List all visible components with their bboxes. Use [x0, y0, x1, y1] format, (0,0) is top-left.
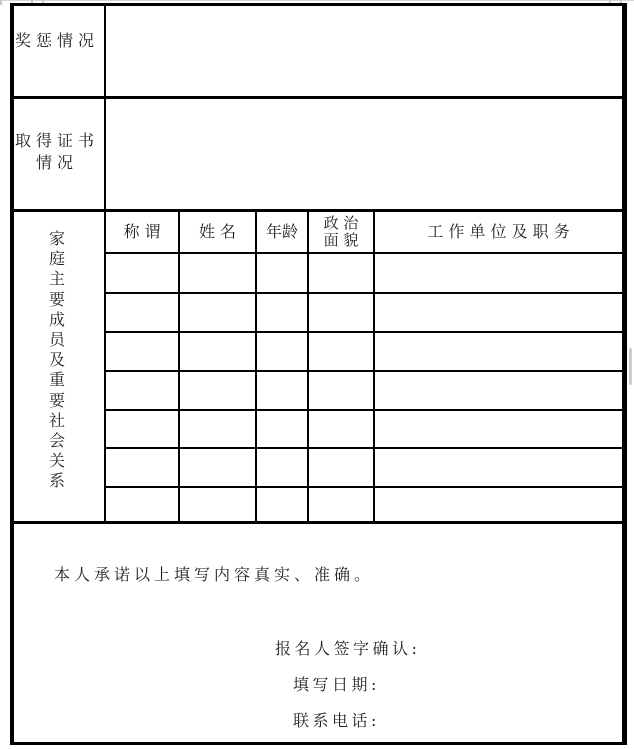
family-table-row[interactable] [106, 488, 622, 521]
signature-confirm-label: 报名人签字确认: [275, 639, 421, 658]
rewards-content-cell[interactable] [106, 6, 622, 96]
family-header-age: 年龄 [265, 222, 298, 241]
family-label [10, 229, 104, 492]
contact-phone-label: 联系电话: [293, 711, 380, 730]
vertical-scrollbar-thumb[interactable] [629, 348, 632, 385]
top-edge-line [0, 0, 634, 1]
family-table-row[interactable] [106, 254, 622, 292]
family-header-political [309, 210, 373, 253]
certificates-content-cell[interactable] [106, 99, 622, 209]
family-table-row[interactable] [106, 411, 622, 447]
certificates-label-line1: 取得证书 [14, 131, 99, 150]
table-border-bottom [10, 742, 627, 745]
rewards-label: 奖惩情况 [14, 31, 99, 50]
certificates-label-line2: 情况 [35, 153, 78, 172]
family-table-row[interactable] [106, 333, 622, 370]
family-label-text: 家庭主要成员及重要社会关系 [48, 229, 65, 491]
family-table-row[interactable] [106, 449, 622, 486]
family-header-workunit: 工 作 单 位 及 职 务 [427, 222, 570, 241]
top-left-tick [0, 0, 2, 5]
family-header-title: 称 谓 [123, 222, 161, 241]
row-divider-family-declaration [10, 521, 622, 524]
fill-date-label: 填写日期: [293, 675, 380, 694]
family-header-name: 姓 名 [198, 222, 237, 241]
family-header-political-line2: 面 貌 [323, 230, 359, 249]
family-table-row[interactable] [106, 294, 622, 331]
declaration-statement: 本人承诺以上填写内容真实、准确。 [54, 565, 375, 584]
certificates-label [10, 130, 104, 174]
family-table-row[interactable] [106, 372, 622, 409]
table-border-right [622, 3, 627, 745]
family-header-political-line1: 政 治 [323, 213, 359, 232]
